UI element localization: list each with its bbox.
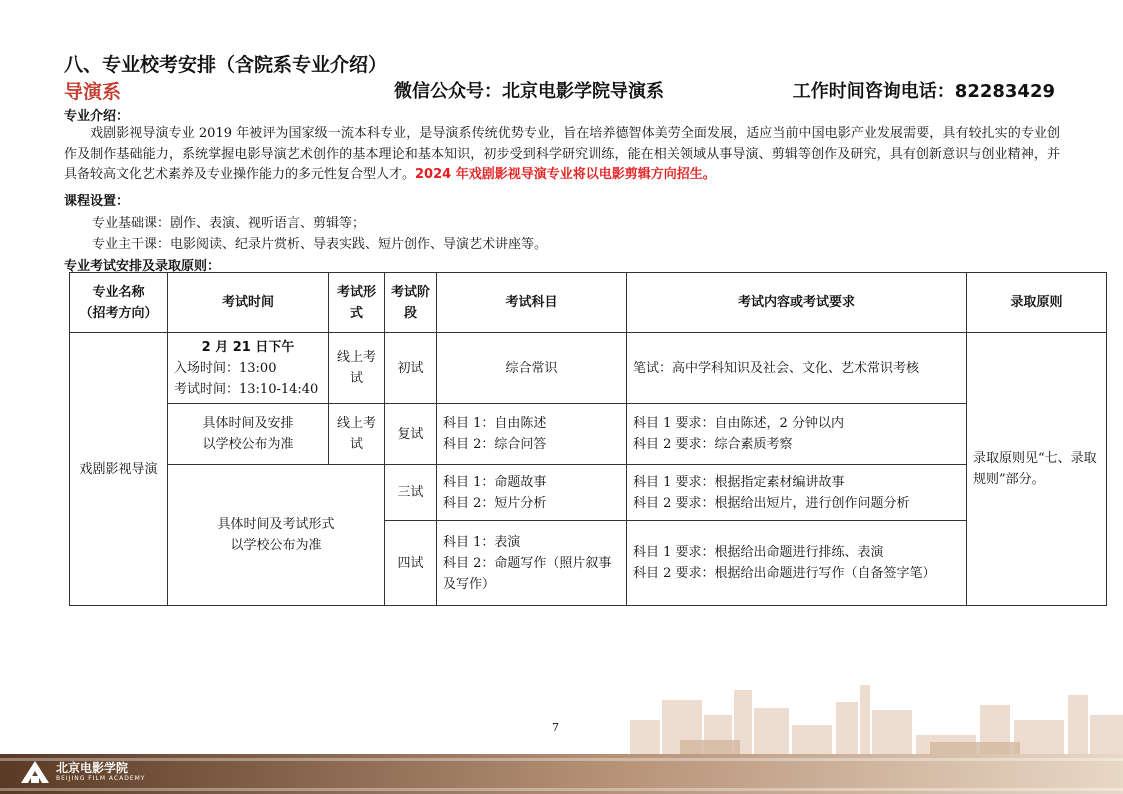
r2-content1: 科目 1 要求：自由陈述，2 分钟以内 bbox=[633, 416, 844, 431]
wechat-account: 微信公众号：北京电影学院导演系 bbox=[394, 81, 664, 102]
table-row bbox=[70, 333, 1107, 404]
header-time: 考试时间 bbox=[168, 273, 329, 333]
r1-date: 2 月 21 日下午 bbox=[201, 339, 295, 355]
r1-subject: 综合常识 bbox=[437, 333, 627, 404]
academy-name-en: BEIJING FILM ACADEMY bbox=[56, 774, 146, 782]
r3-time-line2: 以学校公布为准 bbox=[230, 538, 322, 553]
r4-subject-cell bbox=[437, 521, 627, 606]
r1-content: 笔试：高中学科知识及社会、文化、艺术常识考核 bbox=[627, 333, 967, 404]
page-number: 7 bbox=[552, 721, 559, 734]
r1-entry-time: 入场时间：13:00 bbox=[174, 360, 277, 376]
r1-form: 线上考试 bbox=[329, 333, 385, 404]
table-header-row bbox=[70, 273, 1107, 333]
r3-content2: 科目 2 要求：根据给出短片，进行创作问题分析 bbox=[633, 495, 910, 511]
r3-time-line1: 具体时间及考试形式 bbox=[217, 517, 335, 532]
r1-time-cell bbox=[168, 333, 329, 404]
courses-basic: 专业基础课：剧作、表演、视听语言、剪辑等； bbox=[92, 216, 366, 231]
r2-subject1: 科目 1：自由陈述 bbox=[443, 416, 547, 431]
header-content: 考试内容或考试要求 bbox=[627, 273, 967, 333]
intro-paragraph bbox=[64, 124, 1060, 186]
r3-content1: 科目 1 要求：根据指定素材编讲故事 bbox=[633, 474, 845, 490]
intro-highlight: 2024 年戏剧影视导演专业将以电影剪辑方向招生。 bbox=[415, 167, 716, 182]
r4-content-cell bbox=[627, 521, 967, 606]
r4-content2: 科目 2 要求：根据给出命题进行写作（自备签字笔） bbox=[633, 566, 936, 581]
intro-text: 戏剧影视导演专业 2019 年被评为国家级一流本科专业，是导演系传统优势专业，旨在培养德智体美劳全面发展，适应当前中国电影产业发展需要，具有较扎实的专业创作及制作基础能力，系统掌握电影导演艺术创作的基本理论和基本知识，初步受到科学研究训练，能在相关领域从事导演、剪辑等创作及研究，具有创新意识与创业精神，并具备较高文化艺术素养及专业操作能力的多元性复合型人才。 bbox=[64, 126, 1060, 182]
header-form: 考试形式 bbox=[329, 273, 385, 333]
department-name: 导演系 bbox=[64, 81, 122, 103]
exam-schedule-table bbox=[69, 272, 1107, 606]
academy-name-cn: 北京电影学院 bbox=[56, 760, 129, 775]
r2-content2: 科目 2 要求：综合素质考察 bbox=[633, 437, 793, 452]
r4-subject2: 科目 2：命题写作（照片叙事及写作） bbox=[443, 555, 612, 592]
r2-content-cell bbox=[627, 404, 967, 465]
academy-logo-text bbox=[56, 762, 145, 783]
r3-subject2: 科目 2：短片分析 bbox=[443, 495, 547, 511]
admission-cell: 录取原则见“七、录取规则”部分。 bbox=[967, 333, 1107, 606]
r2-time-line2: 以学校公布为准 bbox=[202, 437, 294, 452]
r3-subject1: 科目 1：命题故事 bbox=[443, 474, 547, 490]
r2-subject-cell bbox=[437, 404, 627, 465]
academy-logo bbox=[20, 760, 145, 784]
courses-heading: 课程设置： bbox=[64, 194, 130, 209]
exam-heading: 专业考试安排及录取原则： bbox=[64, 259, 221, 274]
footer-band bbox=[0, 746, 1123, 794]
table-row bbox=[70, 465, 1107, 521]
r3-time-cell bbox=[168, 465, 385, 606]
r1-stage: 初试 bbox=[385, 333, 437, 404]
academy-emblem-icon bbox=[20, 760, 50, 784]
header-major: 专业名称 （招考方向） bbox=[70, 273, 168, 333]
r4-content1: 科目 1 要求：根据给出命题进行排练、表演 bbox=[633, 545, 884, 560]
r2-time-line1: 具体时间及安排 bbox=[202, 416, 294, 431]
r3-content-cell bbox=[627, 465, 967, 521]
r2-subject2: 科目 2：综合问答 bbox=[443, 437, 547, 452]
r2-form: 线上考试 bbox=[329, 404, 385, 465]
r2-stage: 复试 bbox=[385, 404, 437, 465]
r3-stage: 三试 bbox=[385, 465, 437, 521]
r1-exam-time: 考试时间：13:10-14:40 bbox=[174, 381, 319, 397]
intro-heading: 专业介绍： bbox=[64, 109, 130, 124]
header-stage: 考试阶段 bbox=[385, 273, 437, 333]
header-major-sub: （招考方向） bbox=[79, 305, 158, 321]
header-admission: 录取原则 bbox=[967, 273, 1107, 333]
hotline-number: 工作时间咨询电话：82283429 bbox=[792, 81, 1055, 102]
r2-time-cell bbox=[168, 404, 329, 465]
r4-stage: 四试 bbox=[385, 521, 437, 606]
courses-main: 专业主干课：电影阅读、纪录片赏析、导表实践、短片创作、导演艺术讲座等。 bbox=[92, 237, 548, 252]
section-title: 八、专业校考安排（含院系专业介绍） bbox=[64, 54, 388, 76]
major-cell: 戏剧影视导演 bbox=[70, 333, 168, 606]
r3-subject-cell bbox=[437, 465, 627, 521]
header-subject: 考试科目 bbox=[437, 273, 627, 333]
r4-subject1: 科目 1：表演 bbox=[443, 534, 521, 550]
table-row bbox=[70, 404, 1107, 465]
